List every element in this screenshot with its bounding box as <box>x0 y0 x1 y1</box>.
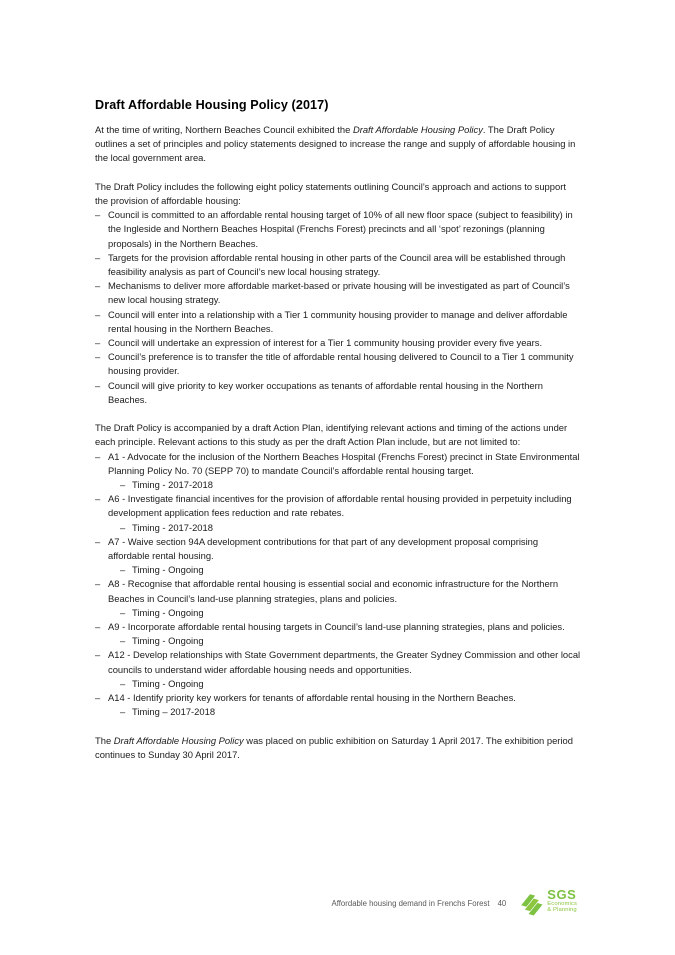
dash-bullet: – <box>120 521 126 533</box>
page-number: 40 <box>497 898 507 908</box>
bullet-text: Targets for the provision affordable rental housing in other parts of the Council area will be established through feasibility analysis as part of Council’s new local housing strategy. <box>108 251 566 278</box>
sgs-logo-line2: & Planning <box>547 906 577 913</box>
bullet-text: Council’s preference is to transfer the title of affordable rental housing delivered to Council to a Tier 1 community housing provider. <box>108 351 574 377</box>
paragraph-policy-lead: The Draft Policy includes the following eight policy statements outlining Council’s approach and actions to support the provision of affordable housing: <box>95 180 566 206</box>
timing-text: Timing – 2017-2018 <box>132 706 216 718</box>
list-item <box>95 308 581 336</box>
list-item <box>95 577 581 620</box>
dash-bullet: – <box>95 578 101 590</box>
dash-bullet: – <box>120 564 126 576</box>
text-run: was placed on public exhibition on Saturday 1 April 2017. The exhibition period continues to Sunday 30 April 2017. <box>95 734 573 760</box>
list-item <box>95 691 581 719</box>
list-item <box>95 336 581 350</box>
timing-line <box>108 521 581 535</box>
action-text: A7 - Waive section 94A development contributions for that part of any development proposal comprising affordable rental housing. <box>108 535 539 562</box>
dash-bullet: – <box>95 209 101 221</box>
page-footer <box>0 886 577 920</box>
timing-line <box>108 563 581 577</box>
dash-bullet: – <box>95 535 101 547</box>
list-item <box>95 208 581 251</box>
dash-bullet: – <box>95 280 101 292</box>
dash-bullet: – <box>120 606 126 618</box>
dash-bullet: – <box>120 479 126 491</box>
sgs-logo <box>519 886 577 918</box>
paragraph-intro <box>95 123 581 166</box>
policy-name-italic: Draft Affordable Housing Policy <box>113 734 244 746</box>
timing-line <box>108 478 581 492</box>
list-item <box>95 535 581 578</box>
sgs-logo-line1: Economics <box>547 900 577 907</box>
footer-title: Affordable housing demand in Frenchs Forest <box>331 898 490 908</box>
action-text: A14 - Identify priority key workers for tenants of affordable rental housing in the Northern Beaches. <box>108 692 516 704</box>
bullet-text: Council will give priority to key worker occupations as tenants of affordable rental housing in the Northern Beaches. <box>108 379 543 405</box>
dash-bullet: – <box>120 635 126 647</box>
timing-line <box>108 677 581 691</box>
list-item <box>95 450 581 493</box>
sgs-logo-text <box>547 886 577 914</box>
timing-text: Timing - 2017-2018 <box>132 479 213 491</box>
list-item <box>95 620 581 648</box>
dash-bullet: – <box>95 351 101 363</box>
dash-bullet: – <box>95 337 101 349</box>
sgs-logo-icon <box>519 891 544 918</box>
bullet-text: Mechanisms to deliver more affordable market-based or private housing will be investigated as part of Council’s new local housing strategy. <box>108 280 570 306</box>
dash-bullet: – <box>95 450 101 462</box>
timing-text: Timing - Ongoing <box>132 635 204 647</box>
list-item <box>95 279 581 307</box>
action-text: A1 - Advocate for the inclusion of the Northern Beaches Hospital (Frenchs Forest) precinct in State Environmental Planning Policy No. 70 (SEPP 70) to mandate Council’s affordable rental housing target. <box>108 450 580 476</box>
paragraph-exhibition <box>95 734 581 762</box>
text-run: At the time of writing, Northern Beaches Council exhibited the <box>95 124 353 135</box>
list-item <box>95 492 581 535</box>
paragraph-action-plan-lead: The Draft Policy is accompanied by a draft Action Plan, identifying relevant actions and timing of the actions under each principle. Relevant actions to this study as per the draft Action Plan include, but are not limited to: <box>95 422 568 448</box>
action-text: A9 - Incorporate affordable rental housing targets in Council’s land-use planning strategies, plans and policies. <box>108 621 565 633</box>
action-text: A12 - Develop relationships with State Government departments, the Greater Sydney Commission and other local councils to understand wider affordable housing needs and opportunities. <box>108 649 581 675</box>
dash-bullet: – <box>95 692 101 704</box>
list-item <box>95 648 581 691</box>
dash-bullet: – <box>120 677 126 689</box>
text-run: The <box>95 734 114 746</box>
timing-line <box>108 634 581 648</box>
timing-line <box>108 606 581 620</box>
dash-bullet: – <box>95 621 101 633</box>
bullet-text: Council will enter into a relationship with a Tier 1 community housing provider to manage and deliver affordable rental housing in the Northern Beaches. <box>108 308 568 334</box>
timing-text: Timing - 2017-2018 <box>132 521 213 533</box>
sgs-logo-name: SGS <box>547 886 577 902</box>
page-content <box>95 97 581 762</box>
list-item <box>95 350 581 378</box>
bullet-text: Council is committed to an affordable rental housing target of 10% of all new floor space (subject to feasibility) in the Ingleside and Northern Beaches Hospital (Frenchs Forest) precincts and all ‘spot’ rezonings (planning proposals) in the Northern Beaches. <box>108 209 573 249</box>
dash-bullet: – <box>95 251 101 263</box>
action-text: A8 - Recognise that affordable rental housing is essential social and economic infrastructure for the Northern Beaches in Council’s land-use planning strategies, plans and policies. <box>108 578 559 604</box>
timing-line <box>108 705 581 719</box>
dash-bullet: – <box>95 649 101 661</box>
list-item <box>95 251 581 279</box>
dash-bullet: – <box>95 493 101 505</box>
action-plan-list <box>95 450 581 720</box>
dash-bullet: – <box>95 308 101 320</box>
dash-bullet: – <box>120 706 126 718</box>
dash-bullet: – <box>95 379 101 391</box>
policy-name-italic: Draft Affordable Housing Policy <box>352 124 483 135</box>
page-title: Draft Affordable Housing Policy (2017) <box>95 98 329 112</box>
text-run: . The Draft Policy outlines a set of principles and policy statements designed to increase the range and supply of affordable housing in the local government area. <box>95 124 576 164</box>
timing-text: Timing - Ongoing <box>132 606 204 618</box>
timing-text: Timing - Ongoing <box>132 564 204 576</box>
action-text: A6 - Investigate financial incentives for the provision of affordable rental housing provided in perpetuity including development application fees reduction and rate rebates. <box>108 493 572 519</box>
timing-text: Timing - Ongoing <box>132 677 204 689</box>
list-item <box>95 379 581 407</box>
bullet-text: Council will undertake an expression of interest for a Tier 1 community housing provider every five years. <box>108 337 543 349</box>
policy-statements-list <box>95 208 581 407</box>
